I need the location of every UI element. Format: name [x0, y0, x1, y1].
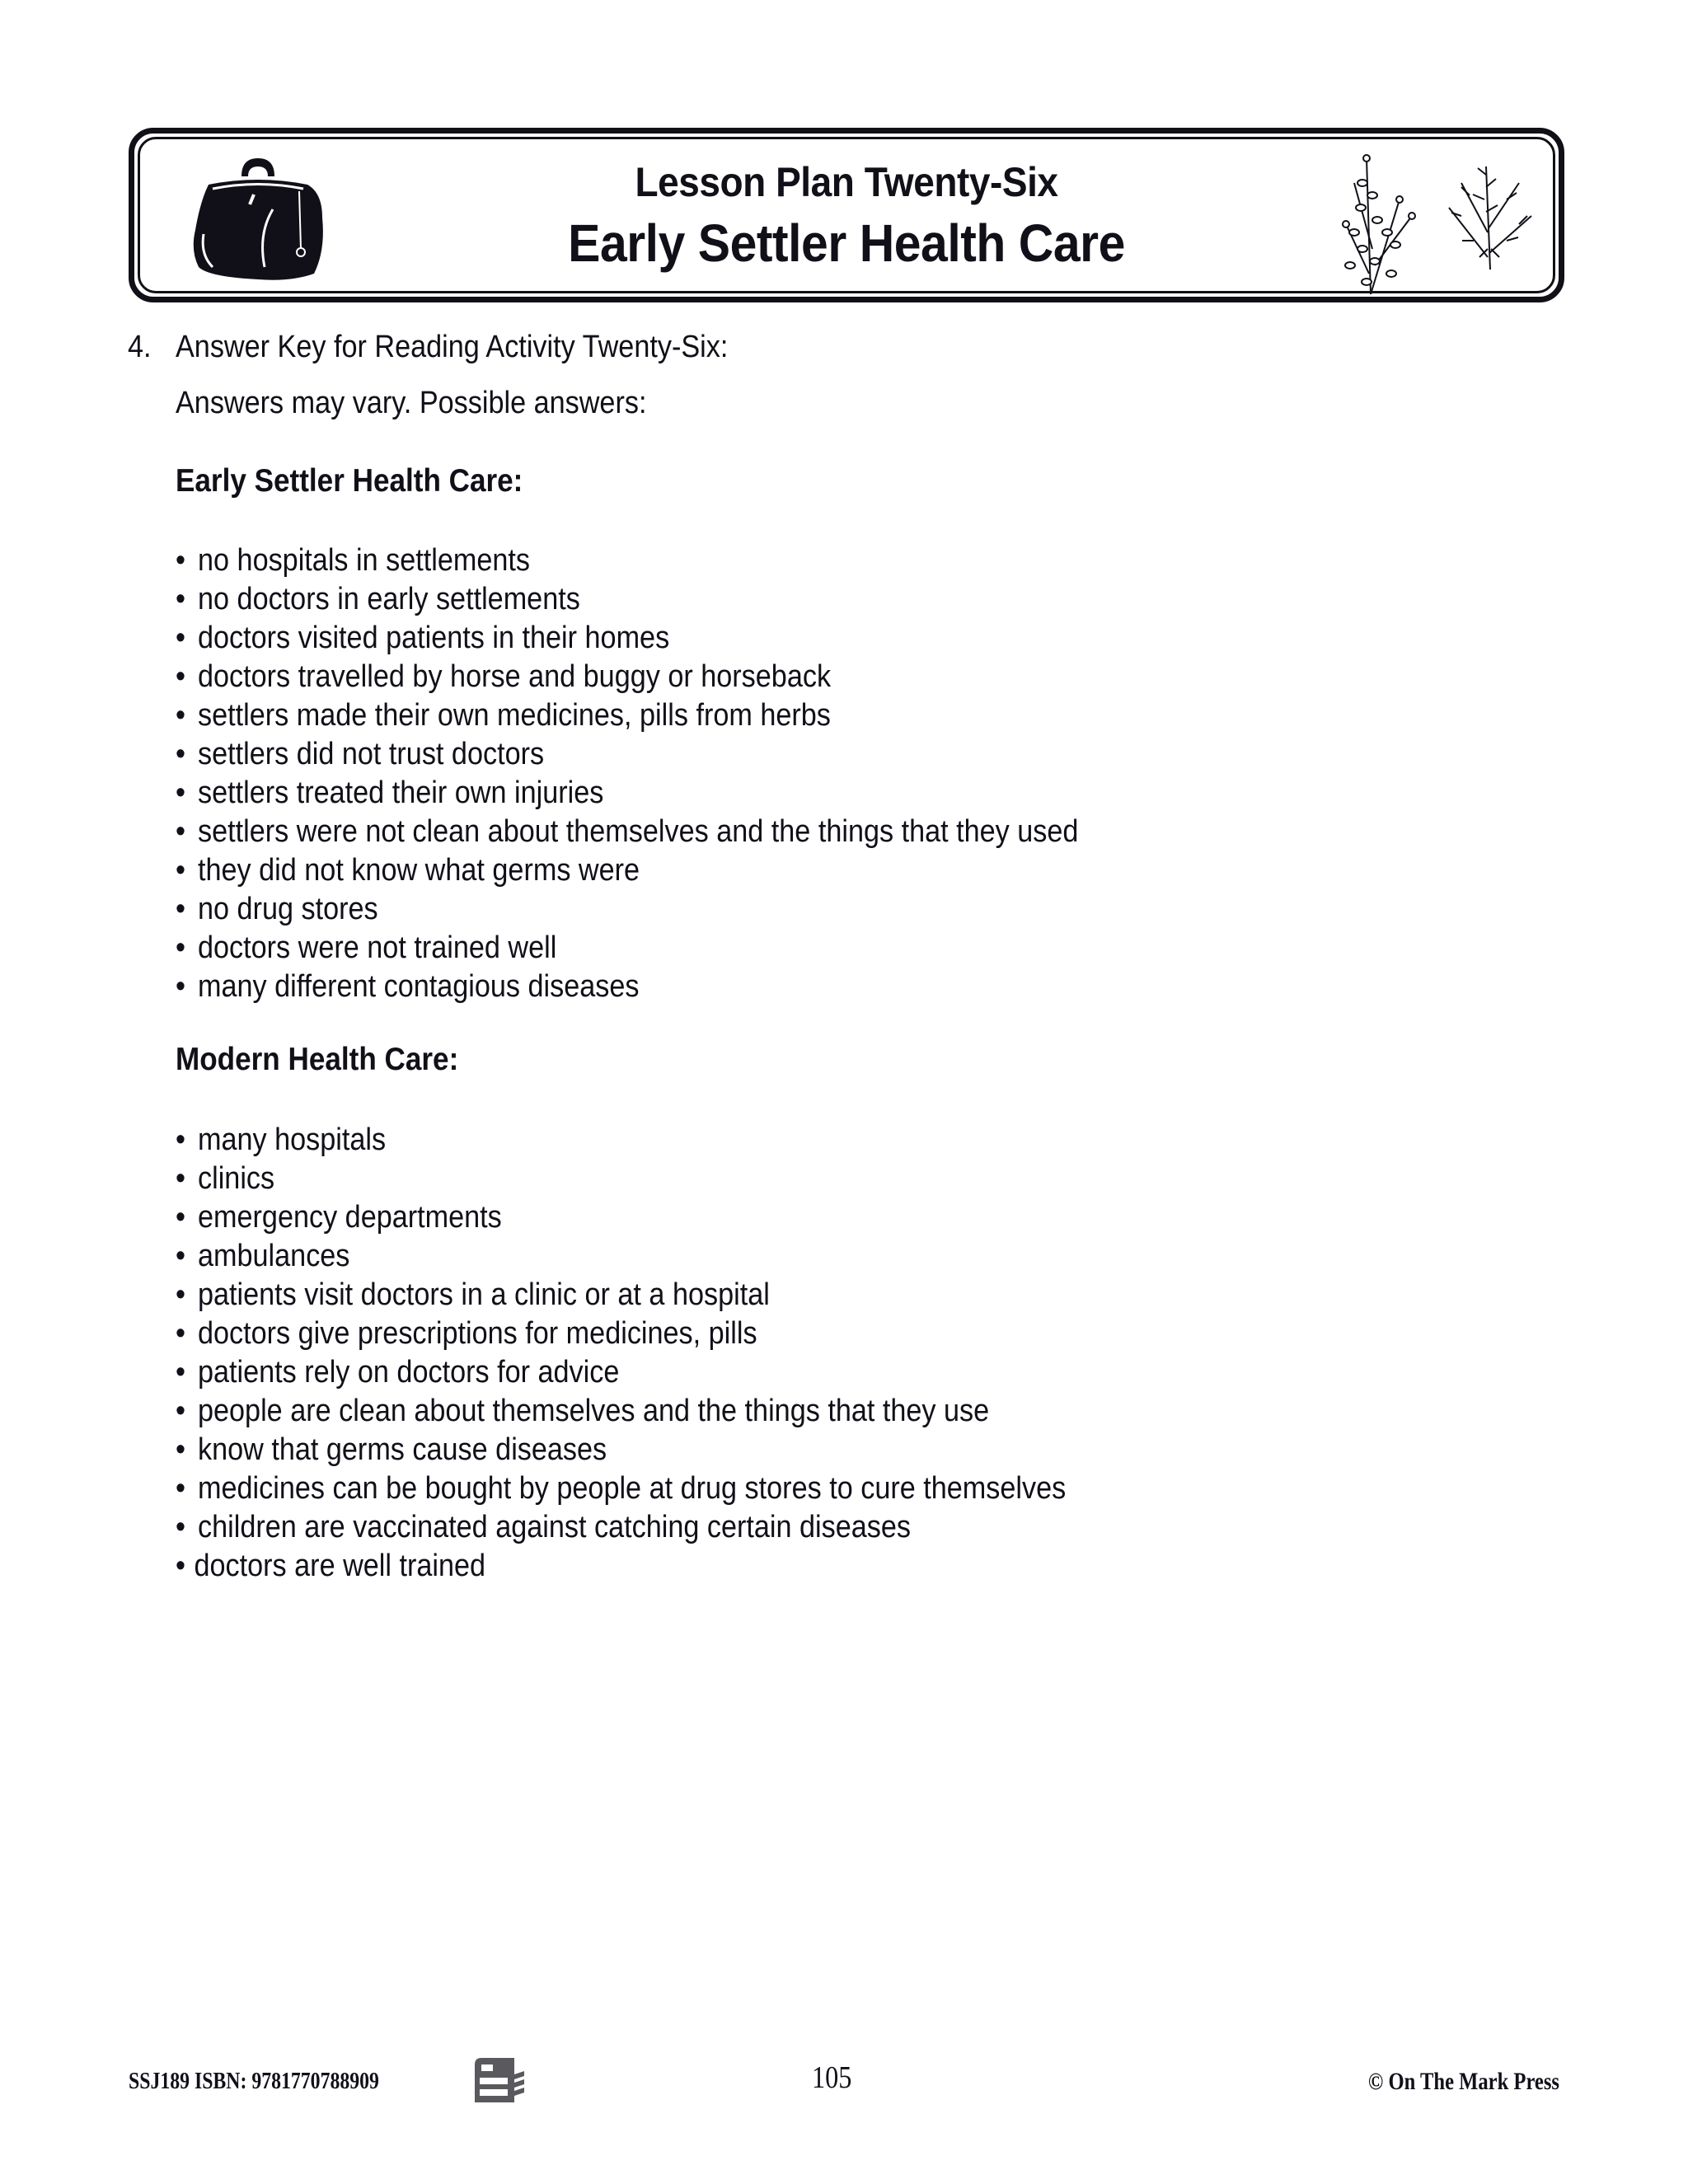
page-number: 105	[812, 2060, 852, 2095]
modern-health-list	[176, 1121, 1165, 1586]
early-settler-list	[176, 541, 1179, 1006]
list-item: • people are clean about themselves and the things that they use	[176, 1394, 990, 1428]
list-item: • medicines can be bought by people at drug stores to cure themselves	[176, 1471, 1067, 1506]
list-item: • they did not know what germs were	[176, 853, 640, 888]
list-item: • no drug stores	[176, 892, 378, 926]
list-item: • clinics	[176, 1161, 275, 1196]
thyme-herb-icon	[1329, 150, 1428, 298]
item-heading: Answer Key for Reading Activity Twenty-Six:	[176, 330, 729, 364]
list-item: • many different contagious diseases	[176, 969, 640, 1004]
lesson-plan-subtitle: Lesson Plan Twenty-Six	[635, 159, 1058, 205]
list-item: • settlers treated their own injuries	[176, 776, 604, 810]
printer-icon	[471, 2056, 529, 2104]
list-item: • many hospitals	[176, 1122, 387, 1157]
list-item: • know that germs cause diseases	[176, 1432, 607, 1467]
list-item: • no hospitals in settlements	[176, 543, 531, 578]
list-item: • settlers did not trust doctors	[176, 737, 545, 771]
item-number: 4.	[128, 330, 152, 364]
section-heading-modern: Modern Health Care:	[176, 1042, 459, 1077]
list-item: • doctors were not trained well	[176, 930, 557, 965]
copyright-notice: © On The Mark Press	[1367, 2068, 1559, 2095]
page-footer	[0, 2056, 1688, 2106]
lesson-title: Early Settler Health Care	[568, 213, 1125, 273]
list-item: • patients rely on doctors for advice	[176, 1355, 620, 1390]
list-item: • emergency departments	[176, 1200, 502, 1235]
list-item: • children are vaccinated against catching certain diseases	[176, 1510, 912, 1544]
lesson-header-banner	[129, 128, 1564, 302]
intro-text: Answers may vary. Possible answers:	[176, 386, 647, 420]
list-item: • doctors give prescriptions for medicines, pills	[176, 1316, 757, 1351]
list-item: • doctors travelled by horse and buggy or horseback	[176, 659, 832, 694]
list-item: • patients visit doctors in a clinic or at a hospital	[176, 1277, 770, 1312]
section-heading-early: Early Settler Health Care:	[176, 463, 523, 499]
product-code-isbn: SSJ189 ISBN: 9781770788909	[129, 2068, 379, 2094]
list-item: • doctors visited patients in their homes	[176, 621, 670, 655]
list-item: • no doctors in early settlements	[176, 582, 580, 616]
sage-herb-icon	[1437, 158, 1544, 274]
list-item: • doctors are well trained	[176, 1549, 486, 1583]
list-item: • ambulances	[176, 1239, 350, 1273]
list-item: • settlers were not clean about themselves and the things that they used	[176, 814, 1079, 849]
list-item: • settlers made their own medicines, pills from herbs	[176, 698, 831, 733]
